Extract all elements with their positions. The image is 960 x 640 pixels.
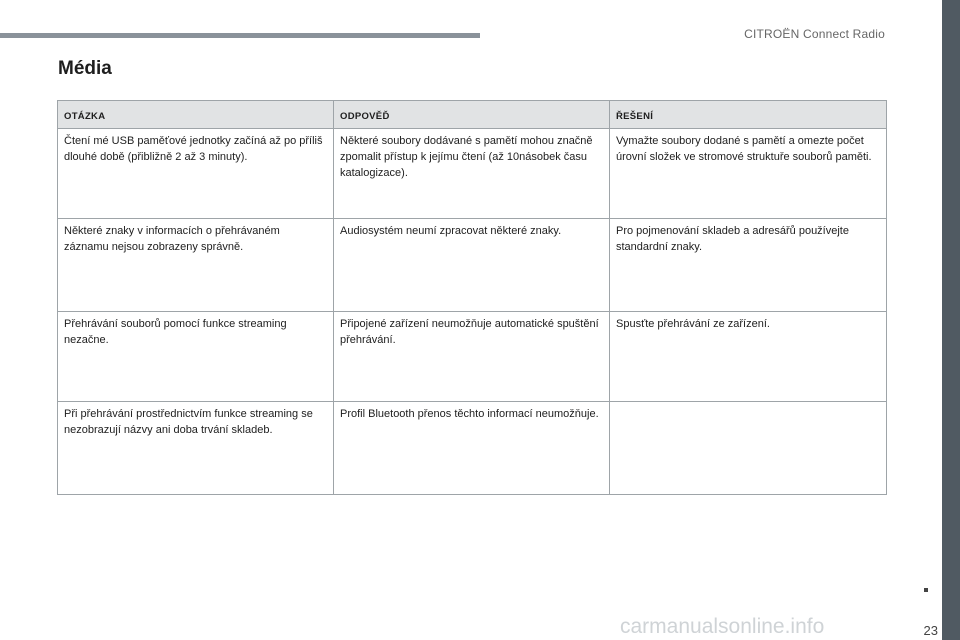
answer-cell: Profil Bluetooth přenos těchto informací neumožňuje. [334, 402, 610, 495]
solution-cell: Vymažte soubory dodané s pamětí a omezte počet úrovní složek ve stromové struktuře souborů paměti. [610, 129, 887, 219]
question-cell: Přehrávání souborů pomocí funkce streaming nezačne. [58, 312, 334, 402]
table-row [58, 312, 887, 402]
question-cell: Některé znaky v informacích o přehrávaném záznamu nejsou zobrazeny správně. [58, 219, 334, 312]
watermark: carmanualsonline.info [620, 615, 825, 638]
continuation-marker [924, 588, 928, 592]
column-header-answer: ODPOVĚĎ [334, 101, 610, 129]
page-title: Média [58, 58, 112, 79]
solution-cell: Spusťte přehrávání ze zařízení. [610, 312, 887, 402]
table-row [58, 129, 887, 219]
page-edge-strip [942, 0, 960, 640]
troubleshooting-table [57, 100, 887, 495]
solution-cell [610, 402, 887, 495]
question-cell: Při přehrávání prostřednictvím funkce streaming se nezobrazují názvy ani doba trvání skladeb. [58, 402, 334, 495]
solution-cell: Pro pojmenování skladeb a adresářů používejte standardní znaky. [610, 219, 887, 312]
answer-cell: Audiosystém neumí zpracovat některé znaky. [334, 219, 610, 312]
header-rule [0, 33, 480, 38]
page-number: 23 [923, 623, 938, 638]
header-brand: CITROËN Connect Radio [744, 27, 885, 41]
table-row [58, 219, 887, 312]
table-row [58, 402, 887, 495]
question-cell: Čtení mé USB paměťové jednotky začíná až po příliš dlouhé době (přibližně 2 až 3 minuty). [58, 129, 334, 219]
column-header-solution: ŘEŠENÍ [610, 101, 887, 129]
column-header-question: OTÁZKA [58, 101, 334, 129]
table-header-row [58, 101, 887, 129]
answer-cell: Připojené zařízení neumožňuje automatické spuštění přehrávání. [334, 312, 610, 402]
answer-cell: Některé soubory dodávané s pamětí mohou značně zpomalit přístup k jejímu čtení (až 10násobek času katalogizace). [334, 129, 610, 219]
